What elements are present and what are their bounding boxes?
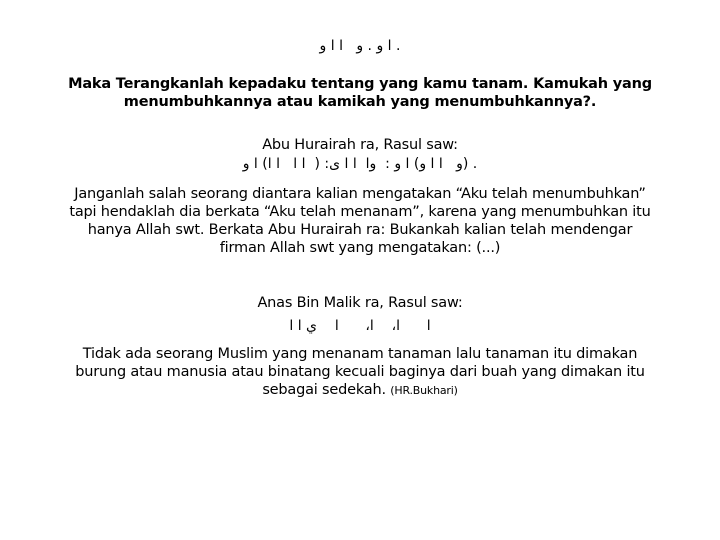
hadith-1-heading: Abu Hurairah ra, Rasul saw: [262, 137, 458, 153]
hadith-1-line: hanya Allah swt. Berkata Abu Hurairah ra: Bukankah kalian telah mendengar [87, 222, 633, 238]
hadith-2-translation [0, 345, 720, 400]
hadith-1-line: Janganlah salah seorang diantara kalian mengatakan “Aku telah menumbuhkan” [74, 186, 646, 202]
arabic-verse-1: . ا و . و ا ا و [319, 38, 401, 54]
arabic-hadith-2: ا ا، ا، ا ي ا ا [289, 318, 431, 334]
translation-1 [0, 75, 720, 111]
citation: (HR.Bukhari) [390, 384, 458, 397]
hadith-1-translation [0, 185, 720, 257]
translation-1-line: Maka Terangkanlah kepadaku tentang yang kamu tanam. Kamukah yang [68, 76, 652, 92]
translation-1-line: menumbuhkannya atau kamikah yang menumbuhkannya?. [123, 94, 597, 110]
hadith-2-line: Tidak ada seorang Muslim yang menanam tanaman lalu tanaman itu dimakan [82, 346, 638, 362]
hadith-2-line-last [0, 381, 720, 400]
arabic-hadith-1: . (و ا ا و) ا و : وا ا ا ى: ( ا ا ا ا) ا و [242, 156, 478, 172]
hadith-2-heading: Anas Bin Malik ra, Rasul saw: [257, 295, 463, 311]
hadith-1-line: tapi hendaklah dia berkata “Aku telah menanam”, karena yang menumbuhkan itu [69, 204, 651, 220]
hadith-2-line: burung atau manusia atau binatang kecuali baginya dari buah yang dimakan itu [75, 364, 645, 380]
hadith-2-line: sebagai sedekah. [262, 382, 386, 398]
hadith-1-line: firman Allah swt yang mengatakan: (...) [219, 240, 501, 256]
